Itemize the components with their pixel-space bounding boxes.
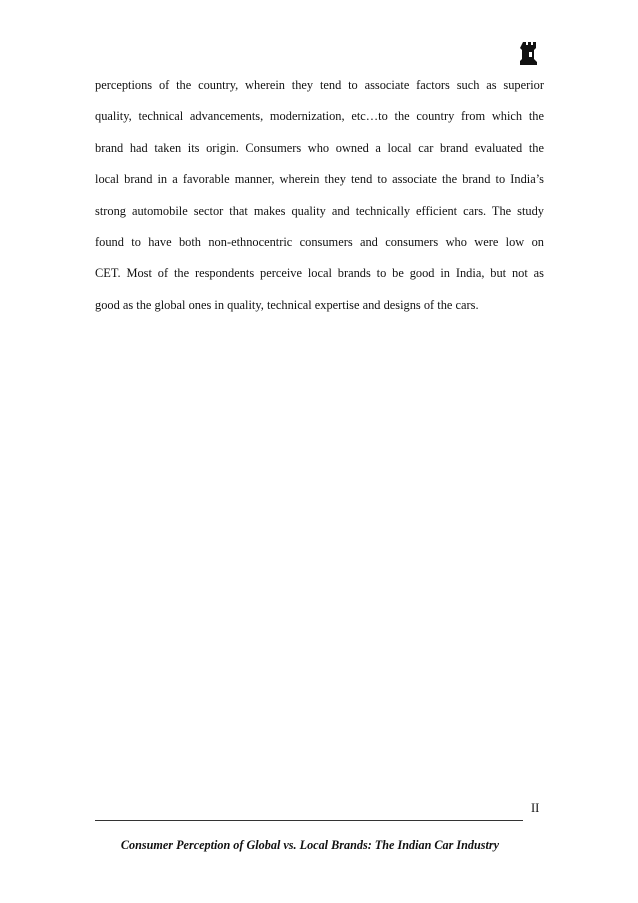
body-line: strong automobile sector that makes quality and technically efficient cars. The study xyxy=(95,203,544,218)
body-line: local brand in a favorable manner, wherein they tend to associate the brand to India’s xyxy=(95,172,544,187)
page-number: II xyxy=(531,801,540,815)
footer-title-text: Consumer Perception of Global vs. Local Brands: The Indian Car Industry xyxy=(120,838,500,852)
body-line: brand had taken its origin. Consumers who owned a local car brand evaluated the xyxy=(95,140,544,155)
body-line: quality, technical advancements, modernization, etc…to the country from which the xyxy=(95,109,544,124)
body-line: good as the global ones in quality, technical expertise and designs of the cars. xyxy=(95,297,479,312)
body-line: CET. Most of the respondents perceive local brands to be good in India, but not as xyxy=(95,266,544,281)
body-paragraph xyxy=(95,70,544,321)
footer-title xyxy=(0,838,638,853)
university-logo xyxy=(520,40,542,66)
footer-divider xyxy=(95,820,523,821)
castle-tower-icon xyxy=(520,40,542,66)
body-line: perceptions of the country, wherein they tend to associate factors such as superior xyxy=(95,78,544,92)
body-line: found to have both non-ethnocentric consumers and consumers who were low on xyxy=(95,235,544,250)
